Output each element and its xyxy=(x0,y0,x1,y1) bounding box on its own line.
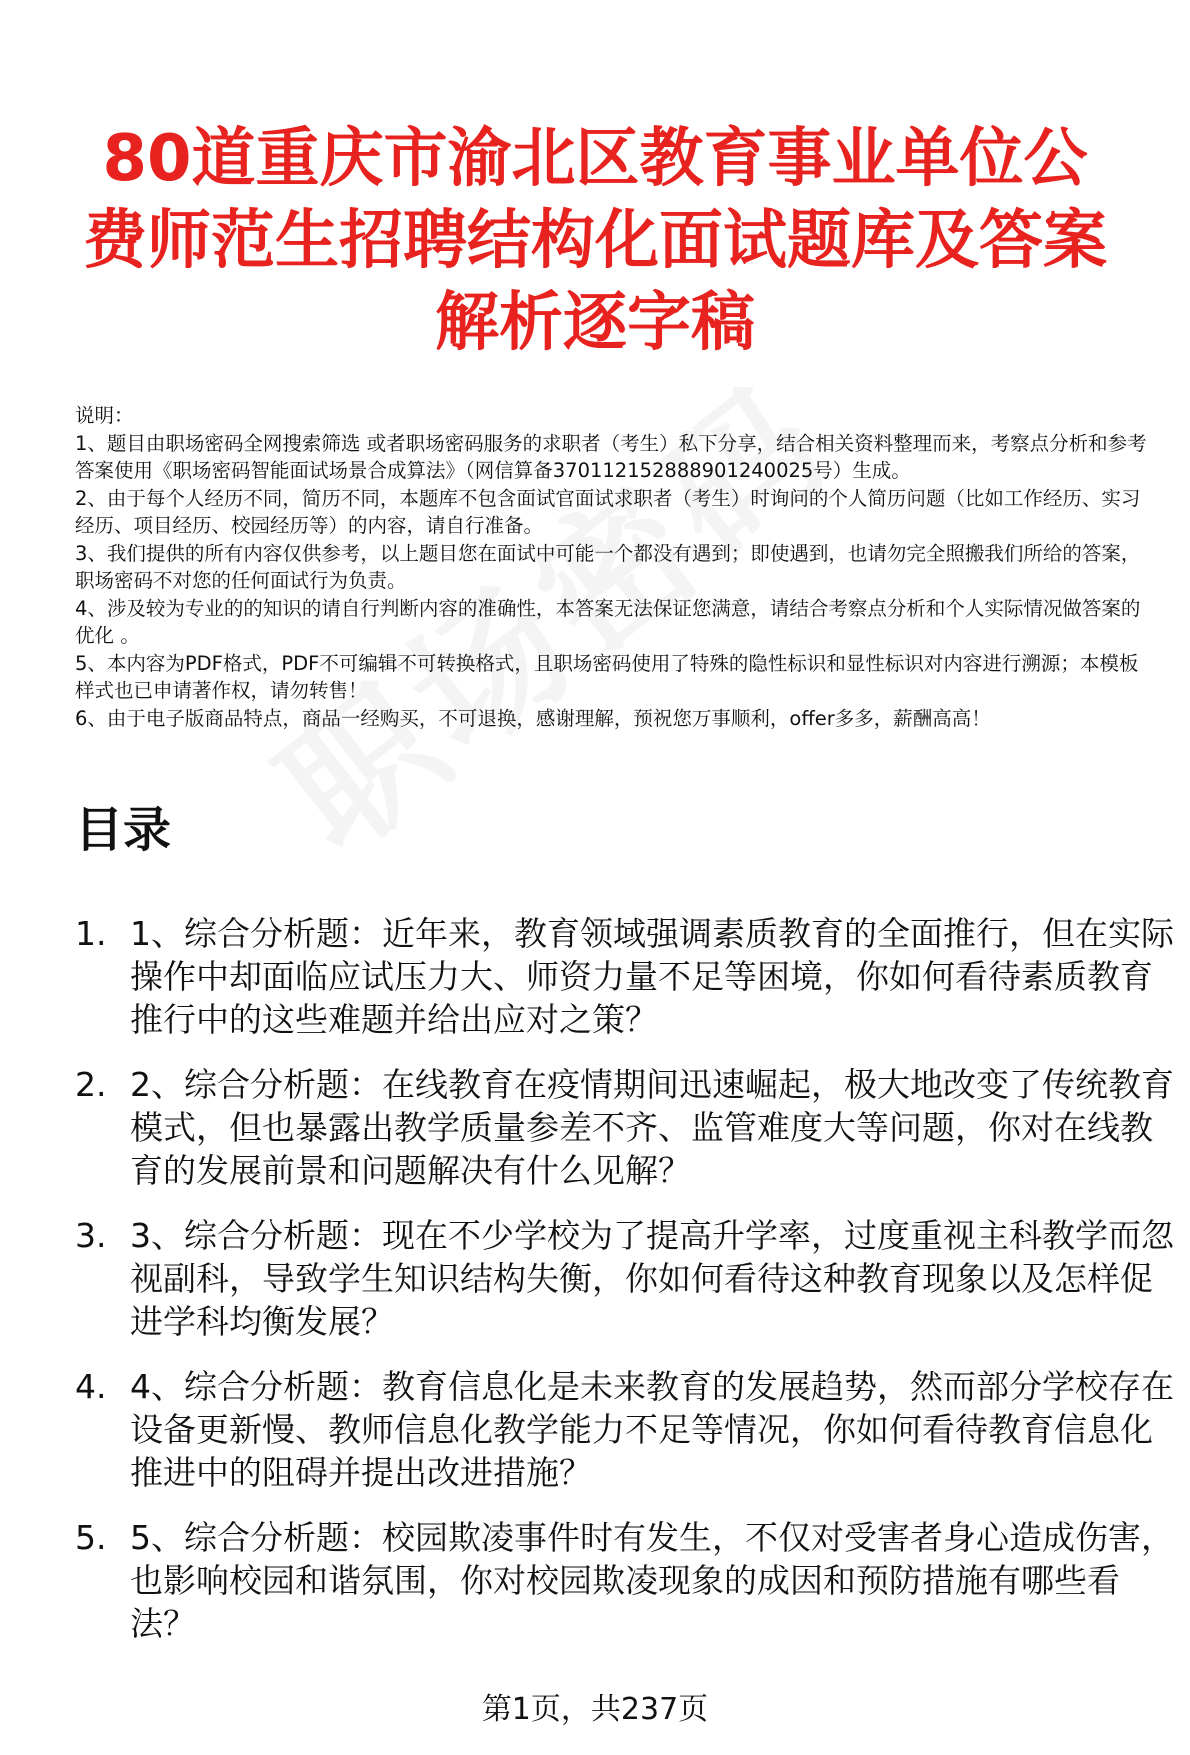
toc-item-text: 4、综合分析题：教育信息化是未来教育的发展趋势，然而部分学校存在设备更新慢、教师信息化教学能力不足等情况，你如何看待教育信息化推进中的阻碍并提出改进措施？ xyxy=(130,1367,1174,1492)
page-footer: 第1页，共237页 xyxy=(481,1692,709,1727)
note-item-1: 1、题目由职场密码全网搜索筛选 或者职场密码服务的求职者（考生）私下分享，结合相关资料整理而来，考察点分析和参考答案使用《职场密码智能面试场景合成算法》（网信算备370112152888901240025号）生成。 xyxy=(75,431,1147,482)
toc-item-number: 5. xyxy=(75,1518,107,1557)
toc-item-text: 5、综合分析题：校园欺凌事件时有发生，不仅对受害者身心造成伤害，也影响校园和谐氛围，你对校园欺凌现象的成因和预防措施有哪些看法？ xyxy=(130,1518,1174,1643)
toc-item-2[interactable] xyxy=(75,1063,1175,1192)
toc-item-5[interactable] xyxy=(75,1516,1175,1645)
note-item-6: 6、由于电子版商品特点，商品一经购买，不可退换，感谢理解，预祝您万事顺利，offer多多，薪酬高高！ xyxy=(75,706,991,730)
toc-item-text: 1、综合分析题：近年来，教育领域强调素质教育的全面推行，但在实际操作中却面临应试压力大、师资力量不足等困境，你如何看待素质教育推行中的这些难题并给出应对之策？ xyxy=(130,914,1174,1039)
note-item-4: 4、涉及较为专业的的知识的请自行判断内容的准确性，本答案无法保证您满意，请结合考察点分析和个人实际情况做答案的优化 。 xyxy=(75,596,1141,647)
notes-section xyxy=(75,402,1150,732)
note-item-3: 3、我们提供的所有内容仅供参考，以上题目您在面试中可能一个都没有遇到；即使遇到，也请勿完全照搬我们所给的答案，职场密码不对您的任何面试行为负责。 xyxy=(75,541,1141,592)
toc-item-number: 3. xyxy=(75,1216,107,1255)
notes-heading: 说明： xyxy=(75,404,134,427)
toc-item-text: 2、综合分析题：在线教育在疫情期间迅速崛起，极大地改变了传统教育模式，但也暴露出教学质量参差不齐、监管难度大等问题，你对在线教育的发展前景和问题解决有什么见解？ xyxy=(130,1065,1174,1190)
toc-heading: 目录 xyxy=(75,802,172,858)
toc-item-number: 2. xyxy=(75,1065,107,1104)
toc-list xyxy=(75,912,1175,1667)
toc-item-3[interactable] xyxy=(75,1214,1175,1343)
toc-item-1[interactable] xyxy=(75,912,1175,1041)
note-item-5: 5、本内容为PDF格式，PDF不可编辑不可转换格式，且职场密码使用了特殊的隐性标识和显性标识对内容进行溯源；本模板样式也已申请著作权，请勿转售！ xyxy=(75,651,1139,702)
toc-item-number: 4. xyxy=(75,1367,107,1406)
note-item-2: 2、由于每个人经历不同，简历不同，本题库不包含面试官面试求职者（考生）时询问的个人简历问题（比如工作经历、实习经历、项目经历、校园经历等）的内容，请自行准备。 xyxy=(75,486,1141,537)
toc-item-number: 1. xyxy=(75,914,107,953)
document-title: 80道重庆市渝北区教育事业单位公费师范生招聘结构化面试题库及答案解析逐字稿 xyxy=(83,122,1107,360)
toc-item-4[interactable] xyxy=(75,1365,1175,1494)
toc-item-text: 3、综合分析题：现在不少学校为了提高升学率，过度重视主科教学而忽视副科，导致学生知识结构失衡，你如何看待这种教育现象以及怎样促进学科均衡发展？ xyxy=(130,1216,1174,1341)
